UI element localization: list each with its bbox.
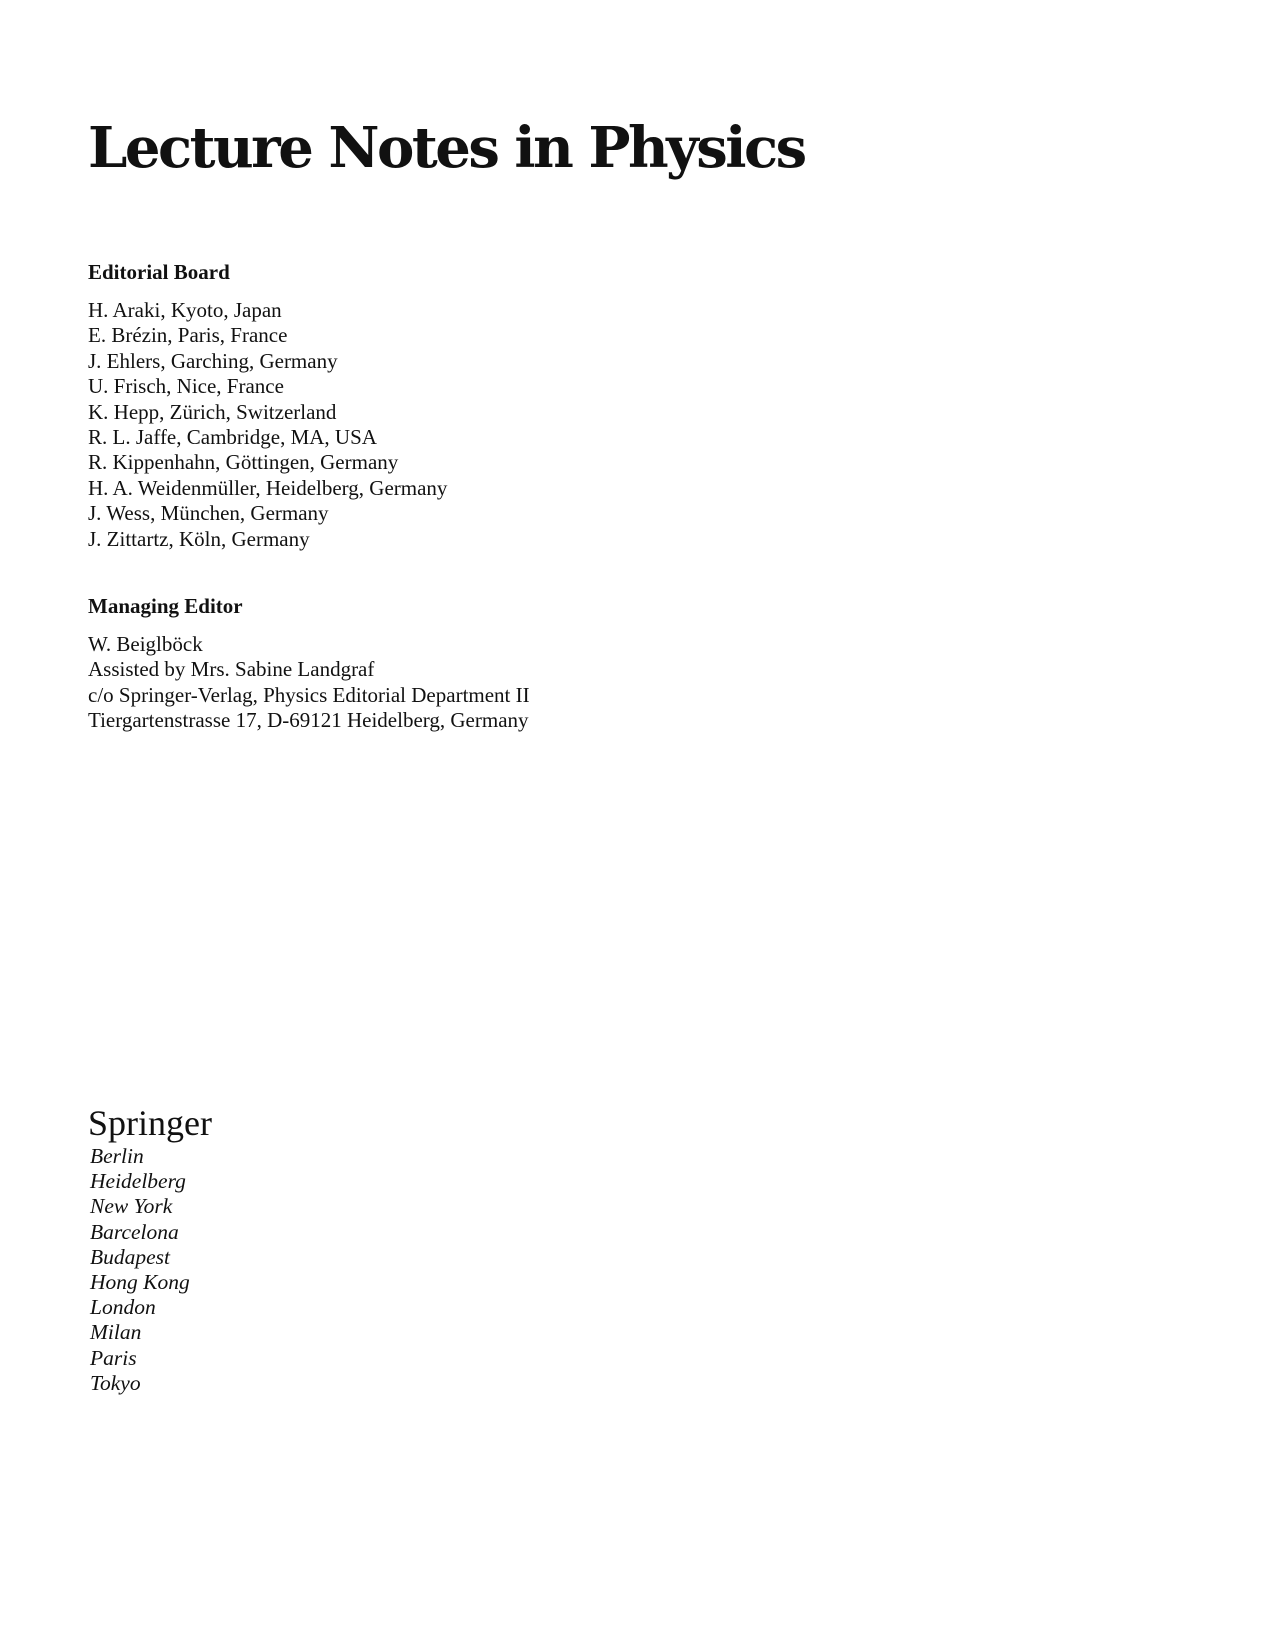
board-member: H. A. Weidenmüller, Heidelberg, Germany — [88, 475, 448, 500]
publisher-city: Barcelona — [90, 1219, 179, 1244]
board-member: J. Wess, München, Germany — [88, 501, 329, 526]
publisher-city: London — [90, 1295, 156, 1320]
series-title: Lecture Notes in Physics — [88, 115, 805, 181]
board-member: J. Zittartz, Köln, Germany — [88, 526, 310, 551]
board-member: U. Frisch, Nice, France — [88, 374, 284, 399]
board-member: E. Brézin, Paris, France — [88, 323, 288, 348]
managing-editor-line: W. Beiglböck — [88, 632, 203, 656]
editorial-board-heading: Editorial Board — [88, 260, 230, 284]
managing-editor-line: c/o Springer-Verlag, Physics Editorial Department II — [88, 682, 530, 707]
editorial-board-list — [88, 298, 447, 552]
managing-editor-list — [88, 632, 530, 734]
board-member: J. Ehlers, Garching, Germany — [88, 348, 338, 373]
publisher-city: Tokyo — [90, 1370, 141, 1395]
publisher-city: Milan — [90, 1320, 142, 1345]
managing-editor-line: Tiergartenstrasse 17, D-69121 Heidelberg, Germany — [88, 708, 529, 733]
publisher-city: Paris — [90, 1345, 137, 1370]
board-member: R. Kippenhahn, Göttingen, Germany — [88, 450, 399, 475]
publisher-city: Hong Kong — [90, 1270, 190, 1295]
editorial-board-section — [88, 260, 447, 552]
publisher-city: Berlin — [90, 1144, 144, 1168]
board-member: R. L. Jaffe, Cambridge, MA, USA — [88, 425, 377, 450]
publisher-city: New York — [90, 1194, 173, 1219]
publisher-city: Budapest — [90, 1244, 171, 1269]
publisher-name: Springer — [88, 1103, 212, 1143]
managing-editor-section — [88, 594, 530, 734]
managing-editor-heading: Managing Editor — [88, 594, 243, 618]
publisher-city: Heidelberg — [90, 1169, 186, 1194]
publisher-cities-list — [88, 1144, 212, 1396]
publisher-block — [88, 1102, 212, 1396]
managing-editor-line: Assisted by Mrs. Sabine Landgraf — [88, 657, 375, 682]
board-member: K. Hepp, Zürich, Switzerland — [88, 399, 337, 424]
board-member: H. Araki, Kyoto, Japan — [88, 298, 282, 322]
